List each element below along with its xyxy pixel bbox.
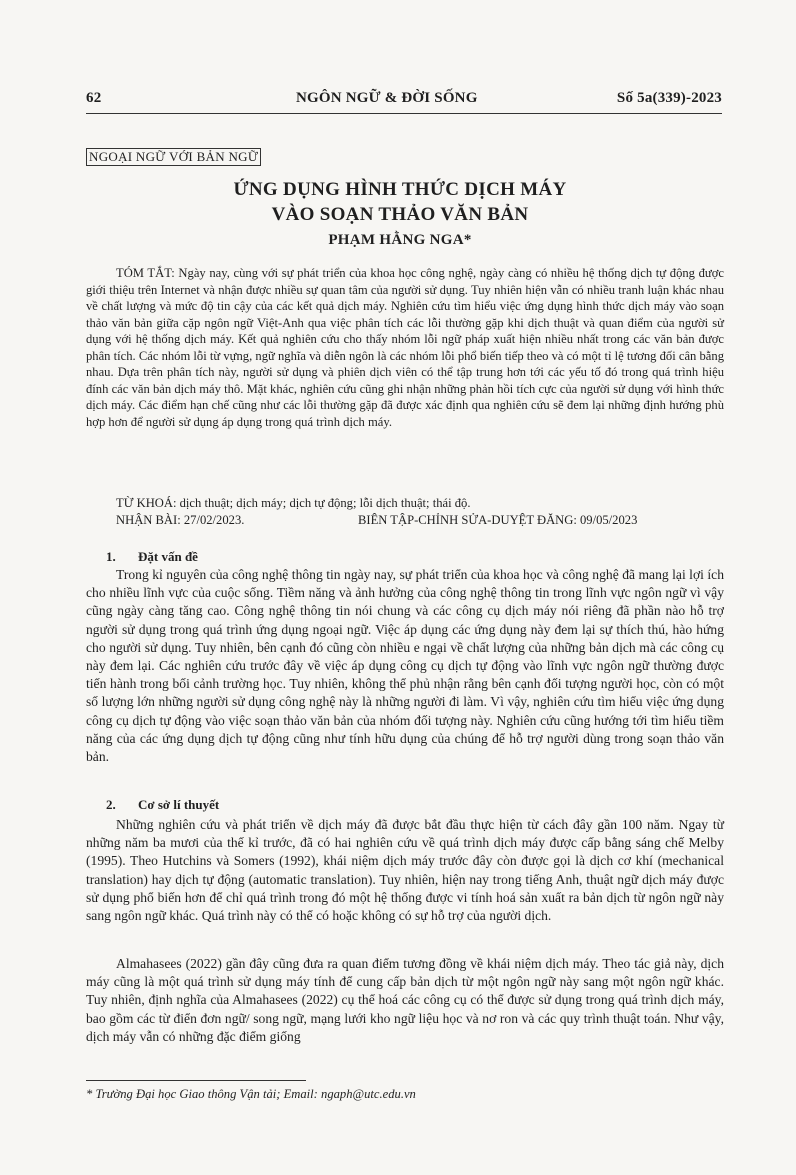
article-title-line-2: VÀO SOẠN THẢO VĂN BẢN [271, 204, 529, 225]
section-heading-1 [106, 549, 198, 566]
journal-title: NGÔN NGỮ & ĐỜI SỐNG [296, 90, 478, 106]
keywords: TỪ KHOÁ: dịch thuật; dịch máy; dịch tự động; lỗi dịch thuật; thái độ. [116, 496, 471, 510]
issue-number: Số 5a(339)-2023 [616, 90, 722, 106]
body-paragraph: Trong kỉ nguyên của công nghệ thông tin ngày nay, sự phát triển của khoa học và công nghệ đã mang lại lợi ích cho nhiều lĩnh vực của cuộc sống. Tiềm năng và ảnh hưởng của công nghệ thông tin trong lĩnh vực ngôn ngữ vì vậy cũng ngày càng tăng cao. Công nghệ thông tin nói chung và các công cụ dịch máy nói riêng đã phần nào hỗ trợ người sử dụng trong quá trình ứng dụng ngoại ngữ. Việc áp dụng các ứng dụng này đem lại sự thích thú, hào hứng cho người sử dụng. Tuy nhiên, bên cạnh đó cũng còn nhiều e ngại về chất lượng của những bản dịch mà các công cụ này đem lại. Các nghiên cứu trước đây về việc áp dụng công cụ dịch tự động vào lĩnh vực ngôn ngữ thường được tiến hành trong bối cảnh trường học. Tuy nhiên, không thể phủ nhận rằng bên cạnh đối tượng người học, còn có một số lượng lớn những người sử dụng công nghệ này là những người đi làm. Vì vậy, nghiên cứu tìm hiểu việc ứng dụng công cụ dịch tự động vào việc soạn thảo văn bản của nhóm đối tượng này. Nghiên cứu cũng hướng tới tìm hiểu tiềm năng của các ứng dụng dịch tự động cũng như tính hữu dụng của chúng để hỗ trợ người dùng trong soạn thảo văn bản. [86, 567, 724, 765]
body-paragraph: Almahasees (2022) gần đây cũng đưa ra quan điểm tương đồng về khái niệm dịch máy. Theo tác giả này, dịch máy cũng là một quá trình sử dụng máy tính để cung cấp bản dịch từ một ngôn ngữ này sang một ngôn ngữ khác. Tuy nhiên, định nghĩa của Almahasees (2022) cụ thể hoá các công cụ có thể được sử dụng trong quá trình dịch máy, bao gồm các từ điển đơn ngữ/ song ngữ, mạng lưới kho ngữ liệu học và nơ ron và các quy trình thuật toán. Như vậy, dịch máy vẫn có những đặc điểm giống [86, 956, 724, 1044]
section-title: Cơ sở lí thuyết [138, 797, 220, 812]
revised-date: BIÊN TẬP-CHỈNH SỬA-DUYỆT ĐĂNG: 09/05/2023 [358, 513, 638, 527]
section-tag: NGOẠI NGỮ VỚI BẢN NGỮ [86, 148, 261, 166]
submission-dates [86, 512, 724, 529]
article-title-line-1: ỨNG DỤNG HÌNH THỨC DỊCH MÁY [233, 179, 567, 200]
header-rule [86, 113, 722, 114]
footnote: * Trường Đại học Giao thông Vận tải; Email: ngaph@utc.edu.vn [86, 1087, 416, 1101]
section-heading-2 [106, 797, 219, 814]
section-number: 1. [106, 549, 116, 564]
section-title: Đặt vấn đề [138, 549, 198, 564]
footnote-rule [86, 1080, 306, 1081]
received-date: NHẬN BÀI: 27/02/2023. [116, 513, 245, 527]
page-number: 62 [86, 90, 102, 106]
body-paragraph: Những nghiên cứu và phát triển về dịch máy đã được bắt đầu thực hiện từ cách đây gần 100 năm. Ngay từ những năm ba mươi của thế kỉ trước, đã có hai nghiên cứu về quá trình dịch máy được cấp bằng sáng chế Melby (1995). Theo Hutchins và Somers (1992), khái niệm dịch máy trước đây còn được gọi là dịch cơ khí (mechanical translation) hay dịch tự động (automatic translation). Tuy nhiên, hiện nay trong tiếng Anh, thuật ngữ dịch máy được sử dụng phổ biến hơn để chỉ quá trình trong đó một hệ thống được vi tính hoá sản xuất ra bản dịch từ ngôn ngữ này sang ngôn ngữ khác. Quá trình này có thể có hoặc không có sự hỗ trợ của người dịch. [86, 817, 724, 924]
section-number: 2. [106, 797, 116, 812]
running-header [86, 90, 722, 114]
abstract: TÓM TẮT: Ngày nay, cùng với sự phát triển của khoa học công nghệ, ngày càng có nhiều hệ thống dịch tự động được giới thiệu trên Internet và nhận được nhiều sự quan tâm của người sử dụng. Tuy nhiên hiện vẫn có nhiều tranh luận khác nhau về chất lượng và mức độ tin cậy của các kết quả dịch máy. Nghiên cứu tìm hiểu việc ứng dụng hình thức dịch máy vào soạn thảo văn bản giữa cặp ngôn ngữ Việt-Anh qua việc phân tích các lỗi thường gặp khi dịch thuật và quan điểm của người sử dụng với hệ thống dịch máy. Kết quả nghiên cứu cho thấy nhóm lỗi ngữ pháp xuất hiện nhiều nhất trong các văn bản được phân tích. Các nhóm lỗi từ vựng, ngữ nghĩa và diễn ngôn là các nhóm lỗi phổ biến tiếp theo và có một tỉ lệ tương đối cân bằng nhau. Dựa trên phân tích này, người sử dụng và phiên dịch viên có thể tập trung hơn tới các yếu tố đó trong quá trình hiệu đính các văn bản dịch máy thô. Mặt khác, nghiên cứu cũng ghi nhận những phản hồi tích cực của người sử dụng với hình thức dịch máy. Các điểm hạn chế cũng như các lỗi thường gặp đã được xác định qua nghiên cứu sẽ đem lại những định hướng phù hợp hơn để người sử dụng áp dụng trong quá trình dịch máy. [86, 266, 724, 429]
author-name: PHẠM HẰNG NGA* [328, 232, 472, 248]
